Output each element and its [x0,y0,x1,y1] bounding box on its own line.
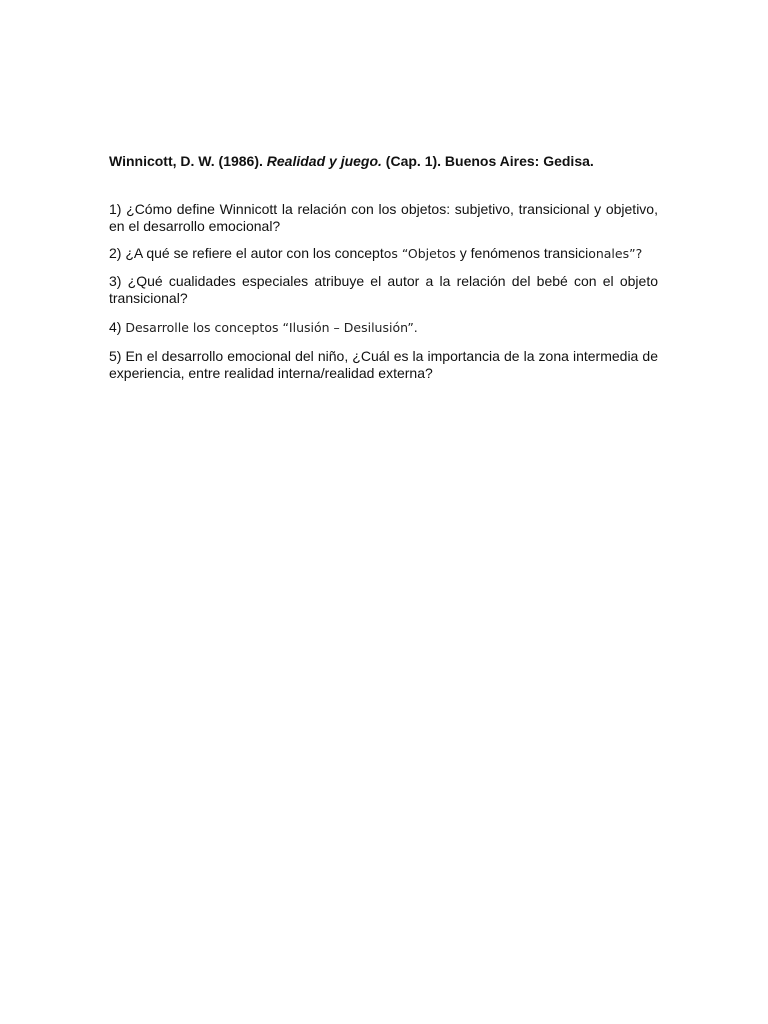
question-2-part-3: y fenómenos transici [455,245,589,261]
question-2-part-2: os “Objetos [383,246,456,261]
question-3: 3) ¿Qué cualidades especiales atribuye el autor a la relación del bebé con el objeto transicional? [109,273,658,306]
question-4 [109,319,658,336]
question-2 [109,245,658,262]
citation-details: (Cap. 1). Buenos Aires: Gedisa. [381,153,594,169]
bibliographic-citation [109,152,658,170]
citation-title: Realidad y juego. [266,153,382,169]
question-5: 5) En el desarrollo emocional del niño, ¿Cuál es la importancia de la zona intermedia de experiencia, entre realidad interna/realidad externa? [109,348,658,381]
citation-authors-year: Winnicott, D. W. (1986). [109,153,267,169]
question-2-part-1: 2) ¿A qué se refiere el autor con los concept [109,245,384,261]
question-1: 1) ¿Cómo define Winnicott la relación con los objetos: subjetivo, transicional y objetivo, en el desarrollo emocional? [109,201,658,234]
document-content [109,152,658,393]
question-2-part-4: onales”? [588,246,643,261]
question-4-text: Desarrolle los conceptos “Ilusión – Desilusión”. [125,320,418,335]
question-4-number: 4) [109,319,126,335]
